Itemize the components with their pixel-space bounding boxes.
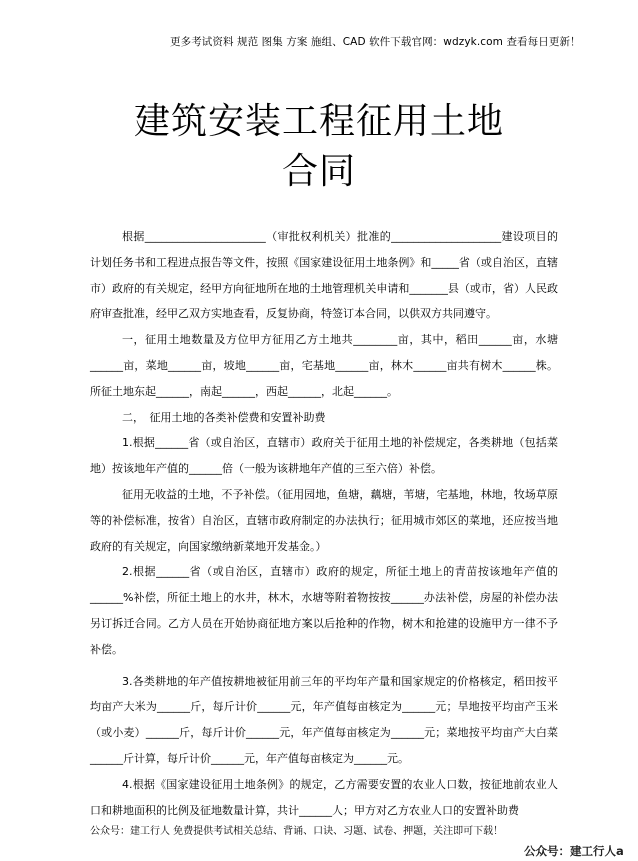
paragraph-item-4: 4.根据《国家建设征用土地条例》的规定，乙方需要安置的农业人口数，按征地前农业人口和耕地面积的比例及征地数量计算，共计______人；甲方对乙方农业人口的安置补助费 <box>90 777 558 817</box>
section-heading-2: 二， 征用土地的各类补偿费和安置补助费 <box>122 410 326 424</box>
paragraph-preamble: 根据______________________（审批权利机关）批准的____________________建设项目的计划任务书和工程进点报告等文件，按照《国家建设征用土地条例》和_____省（或自治区，直辖市）政府的有关规定，经甲方向征地所在地的土地管理机关申请和_______县（或市，省）人民政府审查批准，经甲乙双方实地查看，反复协商，特签订本合同，以供双方共同遵守。 <box>90 230 558 321</box>
paragraph-item-2: 2.根据______省（或自治区，直辖市）政府的规定，所征土地上的青苗按该地年产值的______%补偿，所征土地上的水井，林木，水塘等附着物按按______办法补偿，房屋的补偿办法另订拆迁合同。乙方人员在开始协商征地方案以后抢种的作物，树木和抢建的设施甲方一律不予补偿。 <box>90 565 558 656</box>
header-download-note: 更多考试资料 规范 图集 方案 施组、CAD 软件下载官网：wdzyk.com 查看每日更新！ <box>170 36 581 48</box>
document-title-line2: 合同 <box>281 151 356 193</box>
contract-body <box>90 224 558 823</box>
paragraph-note: 征用无收益的土地，不予补偿。（征用园地，鱼塘，藕塘，苇塘，宅基地，林地，牧场草原等的补偿标准，按省）自治区，直辖市政府制定的办法执行；征用城市郊区的菜地，还应按当地政府的有关规定，向国家缴纳新菜地开发基金。） <box>90 487 558 553</box>
paragraph-item-1: 1.根据______省（或自治区，直辖市）政府关于征用土地的补偿规定，各类耕地（包括菜地）按该地年产值的______倍（一般为该耕地年产值的三至六倍）补偿。 <box>90 436 558 476</box>
paragraph-section-1: 一，征用土地数量及方位甲方征用乙方土地共________亩，其中，稻田______亩，水塘______亩，菜地______亩，坡地______亩，宅基地______亩，林木______亩共有树木______株。所征土地东起______，南起______，西起______，北起______。 <box>90 333 558 398</box>
footer-note: 公众号：建工行人 免费提供考试相关总结、背诵、口诀、习题、试卷、押题，关注即可下载！ <box>90 826 504 837</box>
document-title-line1: 建筑安装工程征用土地 <box>133 101 504 143</box>
paragraph-item-3: 3.各类耕地的年产值按耕地被征用前三年的平均年产量和国家规定的价格核定，稻田按平均亩产大米为______斤，每斤计价______元，年产值每亩核定为______元；旱地按平均亩产玉米（或小麦）______斤，每斤计价______元，年产值每亩核定为______元；菜地按平均亩产大白菜______斤计算，每斤计价______元，年产值每亩核定为______元。 <box>90 674 558 765</box>
watermark-text: 公众号：建工行人a <box>524 844 624 858</box>
